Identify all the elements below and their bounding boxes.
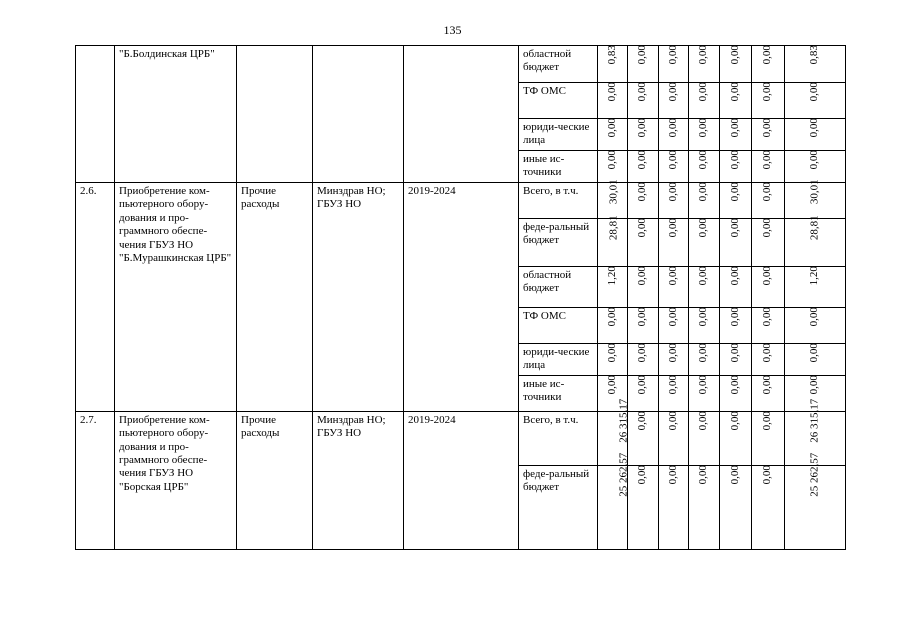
value-cell: 0,00 [598,344,628,376]
total-cell: 25 262,57 [785,465,846,549]
value-cell: 0,00 [628,465,659,549]
value-cell: 0,00 [752,46,785,83]
value-cell: 0,00 [628,375,659,411]
value-cell: 0,00 [720,219,752,267]
value-cell: 0,00 [752,83,785,119]
value-cell: 0,00 [628,183,659,219]
value-cell: 0,00 [628,119,659,151]
item-number: 2.6. [76,183,115,412]
total-cell: 0,00 [785,151,846,183]
value-cell: 1,20 [598,267,628,308]
value-cell: 0,00 [628,344,659,376]
total-cell: 0,00 [785,344,846,376]
value-cell: 0,00 [720,151,752,183]
value-cell: 0,00 [752,151,785,183]
value-cell: 0,00 [598,151,628,183]
value-cell: 0,00 [720,83,752,119]
value-cell: 0,00 [689,219,720,267]
value-cell: 0,00 [752,119,785,151]
value-cell: 0,00 [752,183,785,219]
table-row [76,183,846,219]
value-cell: 0,00 [659,344,689,376]
value-cell: 25 262,57 [598,465,628,549]
value-cell: 0,00 [720,411,752,465]
cost-type [237,46,313,183]
value-cell: 0,00 [720,344,752,376]
value-cell: 30,01 [598,183,628,219]
value-cell: 0,00 [689,465,720,549]
page-number: 135 [443,23,462,37]
item-name: Приобретение ком-пьютерного обору-дования и про-граммного обеспе-чения ГБУЗ НО "Борская ЦРБ" [115,411,237,549]
value-cell: 0,00 [628,267,659,308]
value-cell: 0,00 [628,308,659,344]
value-cell: 0,00 [689,344,720,376]
value-cell: 0,00 [689,83,720,119]
total-cell: 1,20 [785,267,846,308]
item-number: 2.7. [76,411,115,549]
item-name: Приобретение ком-пьютерного обору-дования и про-граммного обеспе-чения ГБУЗ НО "Б.Мурашкинская ЦРБ" [115,183,237,412]
value-cell: 0,00 [659,183,689,219]
funding-source: иные ис-точники [519,151,598,183]
funding-source: ТФ ОМС [519,83,598,119]
value-cell: 0,00 [752,465,785,549]
value-cell: 0,00 [720,308,752,344]
value-cell: 26 315,17 [598,411,628,465]
total-cell: 28,81 [785,219,846,267]
value-cell: 0,00 [659,375,689,411]
value-cell: 0,00 [689,183,720,219]
value-cell: 0,00 [659,46,689,83]
cost-type: Прочие расходы [237,411,313,549]
executor: Минздрав НО; ГБУЗ НО [313,183,404,412]
budget-table [75,45,846,550]
value-cell: 0,00 [752,344,785,376]
value-cell: 0,00 [689,267,720,308]
funding-source: феде-ральный бюджет [519,219,598,267]
value-cell: 0,00 [689,411,720,465]
executor [313,46,404,183]
value-cell: 0,00 [720,119,752,151]
period [404,46,519,183]
value-cell: 0,00 [720,375,752,411]
funding-source: Всего, в т.ч. [519,183,598,219]
value-cell: 0,00 [659,465,689,549]
value-cell: 0,00 [628,411,659,465]
value-cell: 0,00 [752,375,785,411]
value-cell: 0,00 [720,46,752,83]
funding-source: иные ис-точники [519,375,598,411]
value-cell: 0,00 [720,267,752,308]
table-row [76,46,846,83]
value-cell: 0,00 [689,375,720,411]
value-cell: 0,00 [689,119,720,151]
value-cell: 0,83 [598,46,628,83]
total-cell: 0,00 [785,308,846,344]
cost-type: Прочие расходы [237,183,313,412]
total-cell: 26 315,17 [785,411,846,465]
value-cell: 0,00 [598,83,628,119]
value-cell: 0,00 [659,219,689,267]
item-number [76,46,115,183]
value-cell: 28,81 [598,219,628,267]
value-cell: 0,00 [720,183,752,219]
value-cell: 0,00 [628,151,659,183]
value-cell: 0,00 [752,219,785,267]
value-cell: 0,00 [659,119,689,151]
value-cell: 0,00 [628,46,659,83]
total-cell: 30,01 [785,183,846,219]
item-name: "Б.Болдинская ЦРБ" [115,46,237,183]
executor: Минздрав НО; ГБУЗ НО [313,411,404,549]
value-cell: 0,00 [659,151,689,183]
funding-source: ТФ ОМС [519,308,598,344]
value-cell: 0,00 [720,465,752,549]
funding-source: юриди-ческие лица [519,119,598,151]
value-cell: 0,00 [752,308,785,344]
funding-source: областной бюджет [519,267,598,308]
value-cell: 0,00 [598,308,628,344]
funding-source: феде-ральный бюджет [519,465,598,549]
funding-source: областной бюджет [519,46,598,83]
period: 2019-2024 [404,183,519,412]
funding-source: юриди-ческие лица [519,344,598,376]
value-cell: 0,00 [628,219,659,267]
total-cell: 0,00 [785,119,846,151]
value-cell: 0,00 [689,46,720,83]
period: 2019-2024 [404,411,519,549]
total-cell: 0,00 [785,83,846,119]
value-cell: 0,00 [659,308,689,344]
value-cell: 0,00 [659,411,689,465]
value-cell: 0,00 [689,151,720,183]
value-cell: 0,00 [689,308,720,344]
value-cell: 0,00 [659,83,689,119]
funding-source: Всего, в т.ч. [519,411,598,465]
value-cell: 0,00 [659,267,689,308]
value-cell: 0,00 [752,411,785,465]
value-cell: 0,00 [598,119,628,151]
total-cell: 0,00 [785,375,846,411]
value-cell: 0,00 [752,267,785,308]
value-cell: 0,00 [628,83,659,119]
total-cell: 0,83 [785,46,846,83]
value-cell: 0,00 [598,375,628,411]
table-row [76,411,846,465]
